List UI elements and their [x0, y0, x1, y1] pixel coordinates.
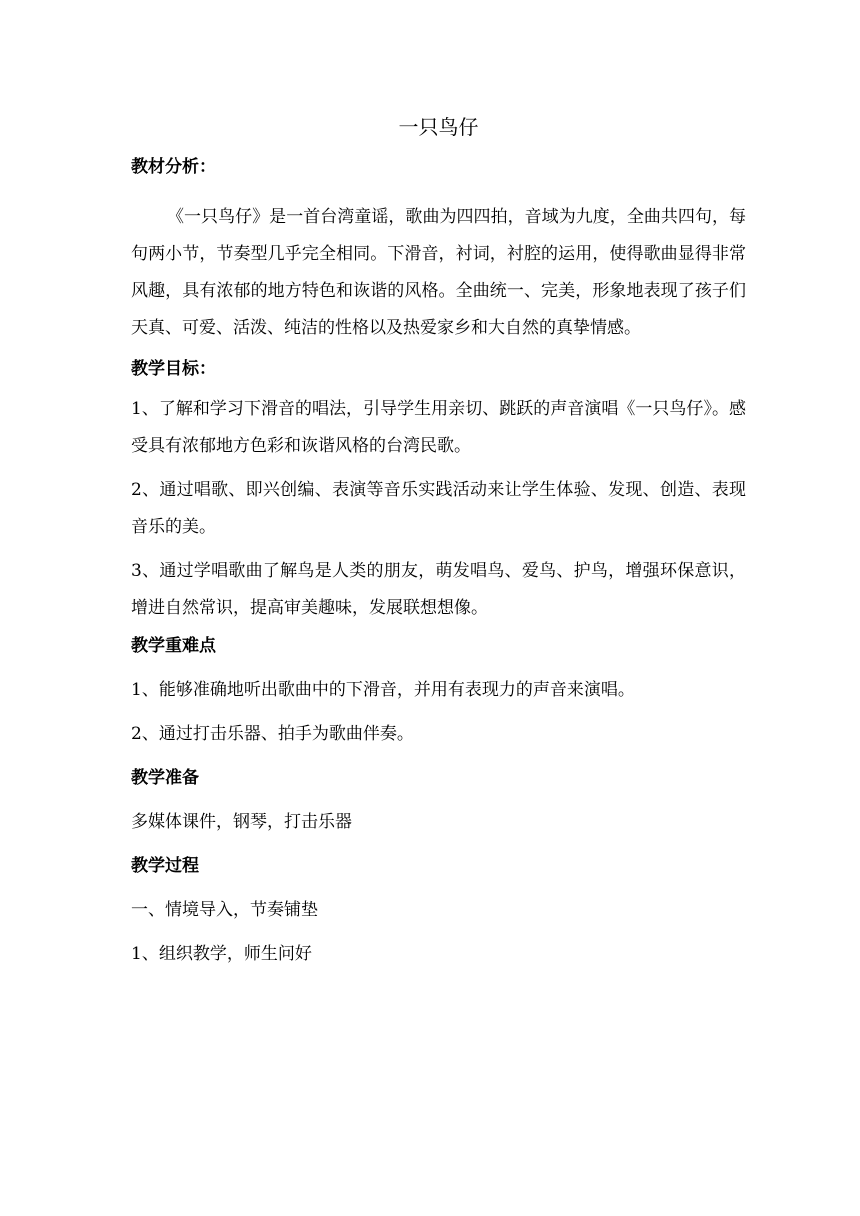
section-heading-goals: 教学目标： — [131, 359, 216, 379]
section-key-points — [131, 634, 746, 746]
section-goals — [131, 357, 746, 627]
analysis-paragraph: 《一只鸟仔》是一首台湾童谣，歌曲为四四拍，音域为九度，全曲共四句，每句两小节，节奏型几乎完全相同。下滑音，衬词，衬腔的运用，使得歌曲显得非常风趣，具有浓郁的地方特色和诙谐的风格。全曲统一、完美，形象地表现了孩子们天真、可爱、活泼、纯洁的性格以及热爱家乡和大自然的真挚情感。 — [131, 207, 746, 338]
document-page — [131, 112, 746, 986]
key-point-item-2: 2、通过打击乐器、拍手为歌曲伴奏。 — [131, 724, 414, 744]
preparation-text: 多媒体课件，钢琴，打击乐器 — [131, 812, 352, 832]
section-heading-analysis: 教材分析： — [131, 157, 216, 177]
section-heading-preparation: 教学准备 — [131, 768, 199, 788]
section-heading-process: 教学过程 — [131, 856, 199, 876]
goal-item-2: 2、通过唱歌、即兴创编、表演等音乐实践活动来让学生体验、发现、创造、表现音乐的美。 — [131, 480, 746, 537]
key-point-item-1: 1、能够准确地听出歌曲中的下滑音，并用有表现力的声音来演唱。 — [131, 680, 635, 700]
section-analysis — [131, 155, 746, 347]
goal-item-1: 1、了解和学习下滑音的唱法，引导学生用亲切、跳跃的声音演唱《一只鸟仔》。感受具有浓郁地方色彩和诙谐风格的台湾民歌。 — [131, 399, 746, 456]
goal-item-3: 3、通过学唱歌曲了解鸟是人类的朋友，萌发唱鸟、爱鸟、护鸟，增强环保意识，增进自然常识，提高审美趣味，发展联想想像。 — [131, 561, 746, 618]
section-process — [131, 854, 746, 966]
section-heading-key-points: 教学重难点 — [131, 636, 216, 656]
document-title: 一只鸟仔 — [398, 115, 479, 139]
process-item-2: 1、组织教学，师生问好 — [131, 944, 312, 964]
section-preparation — [131, 766, 746, 834]
process-item-1: 一、情境导入，节奏铺垫 — [131, 900, 318, 920]
